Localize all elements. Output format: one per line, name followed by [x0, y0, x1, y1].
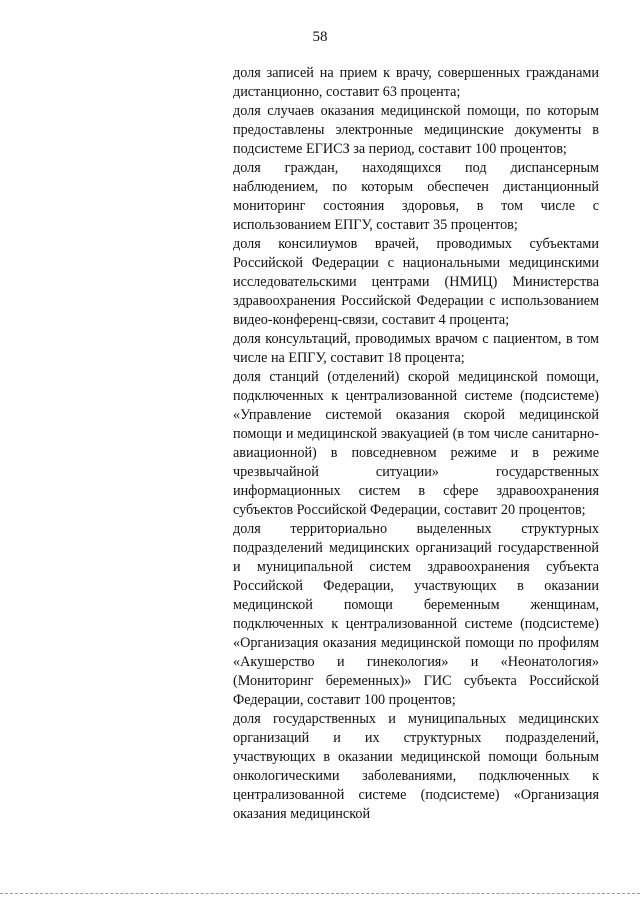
paragraph: доля консилиумов врачей, проводимых субъектами Российской Федерации с национальными медицинскими исследовательскими центрами (НМИЦ) Министерства здравоохранения Российской Федерации с использованием видео-конференц-связи, составит 4 процента; — [233, 236, 599, 328]
paragraph: доля случаев оказания медицинской помощи, по которым предоставлены электронные медицинские документы в подсистеме ЕГИСЗ за период, составит 100 процентов; — [233, 103, 599, 157]
paragraph: доля граждан, находящихся под диспансерным наблюдением, по которым обеспечен дистанционный мониторинг состояния здоровья, в том числе с использованием ЕПГУ, составит 35 процентов; — [233, 160, 599, 233]
paragraph: доля записей на прием к врачу, совершенных гражданами дистанционно, составит 63 процента; — [233, 65, 599, 100]
paragraph: доля государственных и муниципальных медицинских организаций и их структурных подразделений, участвующих в оказании медицинской помощи больным онкологическими заболеваниями, подключенных к централизованной системе (подсистеме) «Организация оказания медицинской — [233, 711, 599, 822]
paragraph: доля консультаций, проводимых врачом с пациентом, в том числе на ЕПГУ, составит 18 процента; — [233, 331, 599, 366]
document-body — [233, 64, 599, 824]
paragraph: доля территориально выделенных структурных подразделений медицинских организаций государственной и муниципальной систем здравоохранения субъекта Российской Федерации, участвующих в оказании медицинской помощи беременным женщинам, подключенных к централизованной системе (подсистеме) «Организация оказания медицинской помощи по профилям «Акушерство и гинекология» и «Неонатология» (Мониторинг беременных)» ГИС субъекта Российской Федерации, составит 100 процентов; — [233, 521, 599, 708]
page-number: 58 — [312, 29, 328, 45]
paragraph: доля станций (отделений) скорой медицинской помощи, подключенных к централизованной системе (подсистеме) «Управление системой оказания скорой медицинской помощи и медицинской эвакуацией (в том числе санитарно-авиационной) в повседневном режиме и в режиме чрезвычайной ситуации» государственных информационных систем в сфере здравоохранения субъектов Российской Федерации, составит 20 процентов; — [233, 369, 599, 518]
page-bottom-divider — [0, 893, 640, 894]
